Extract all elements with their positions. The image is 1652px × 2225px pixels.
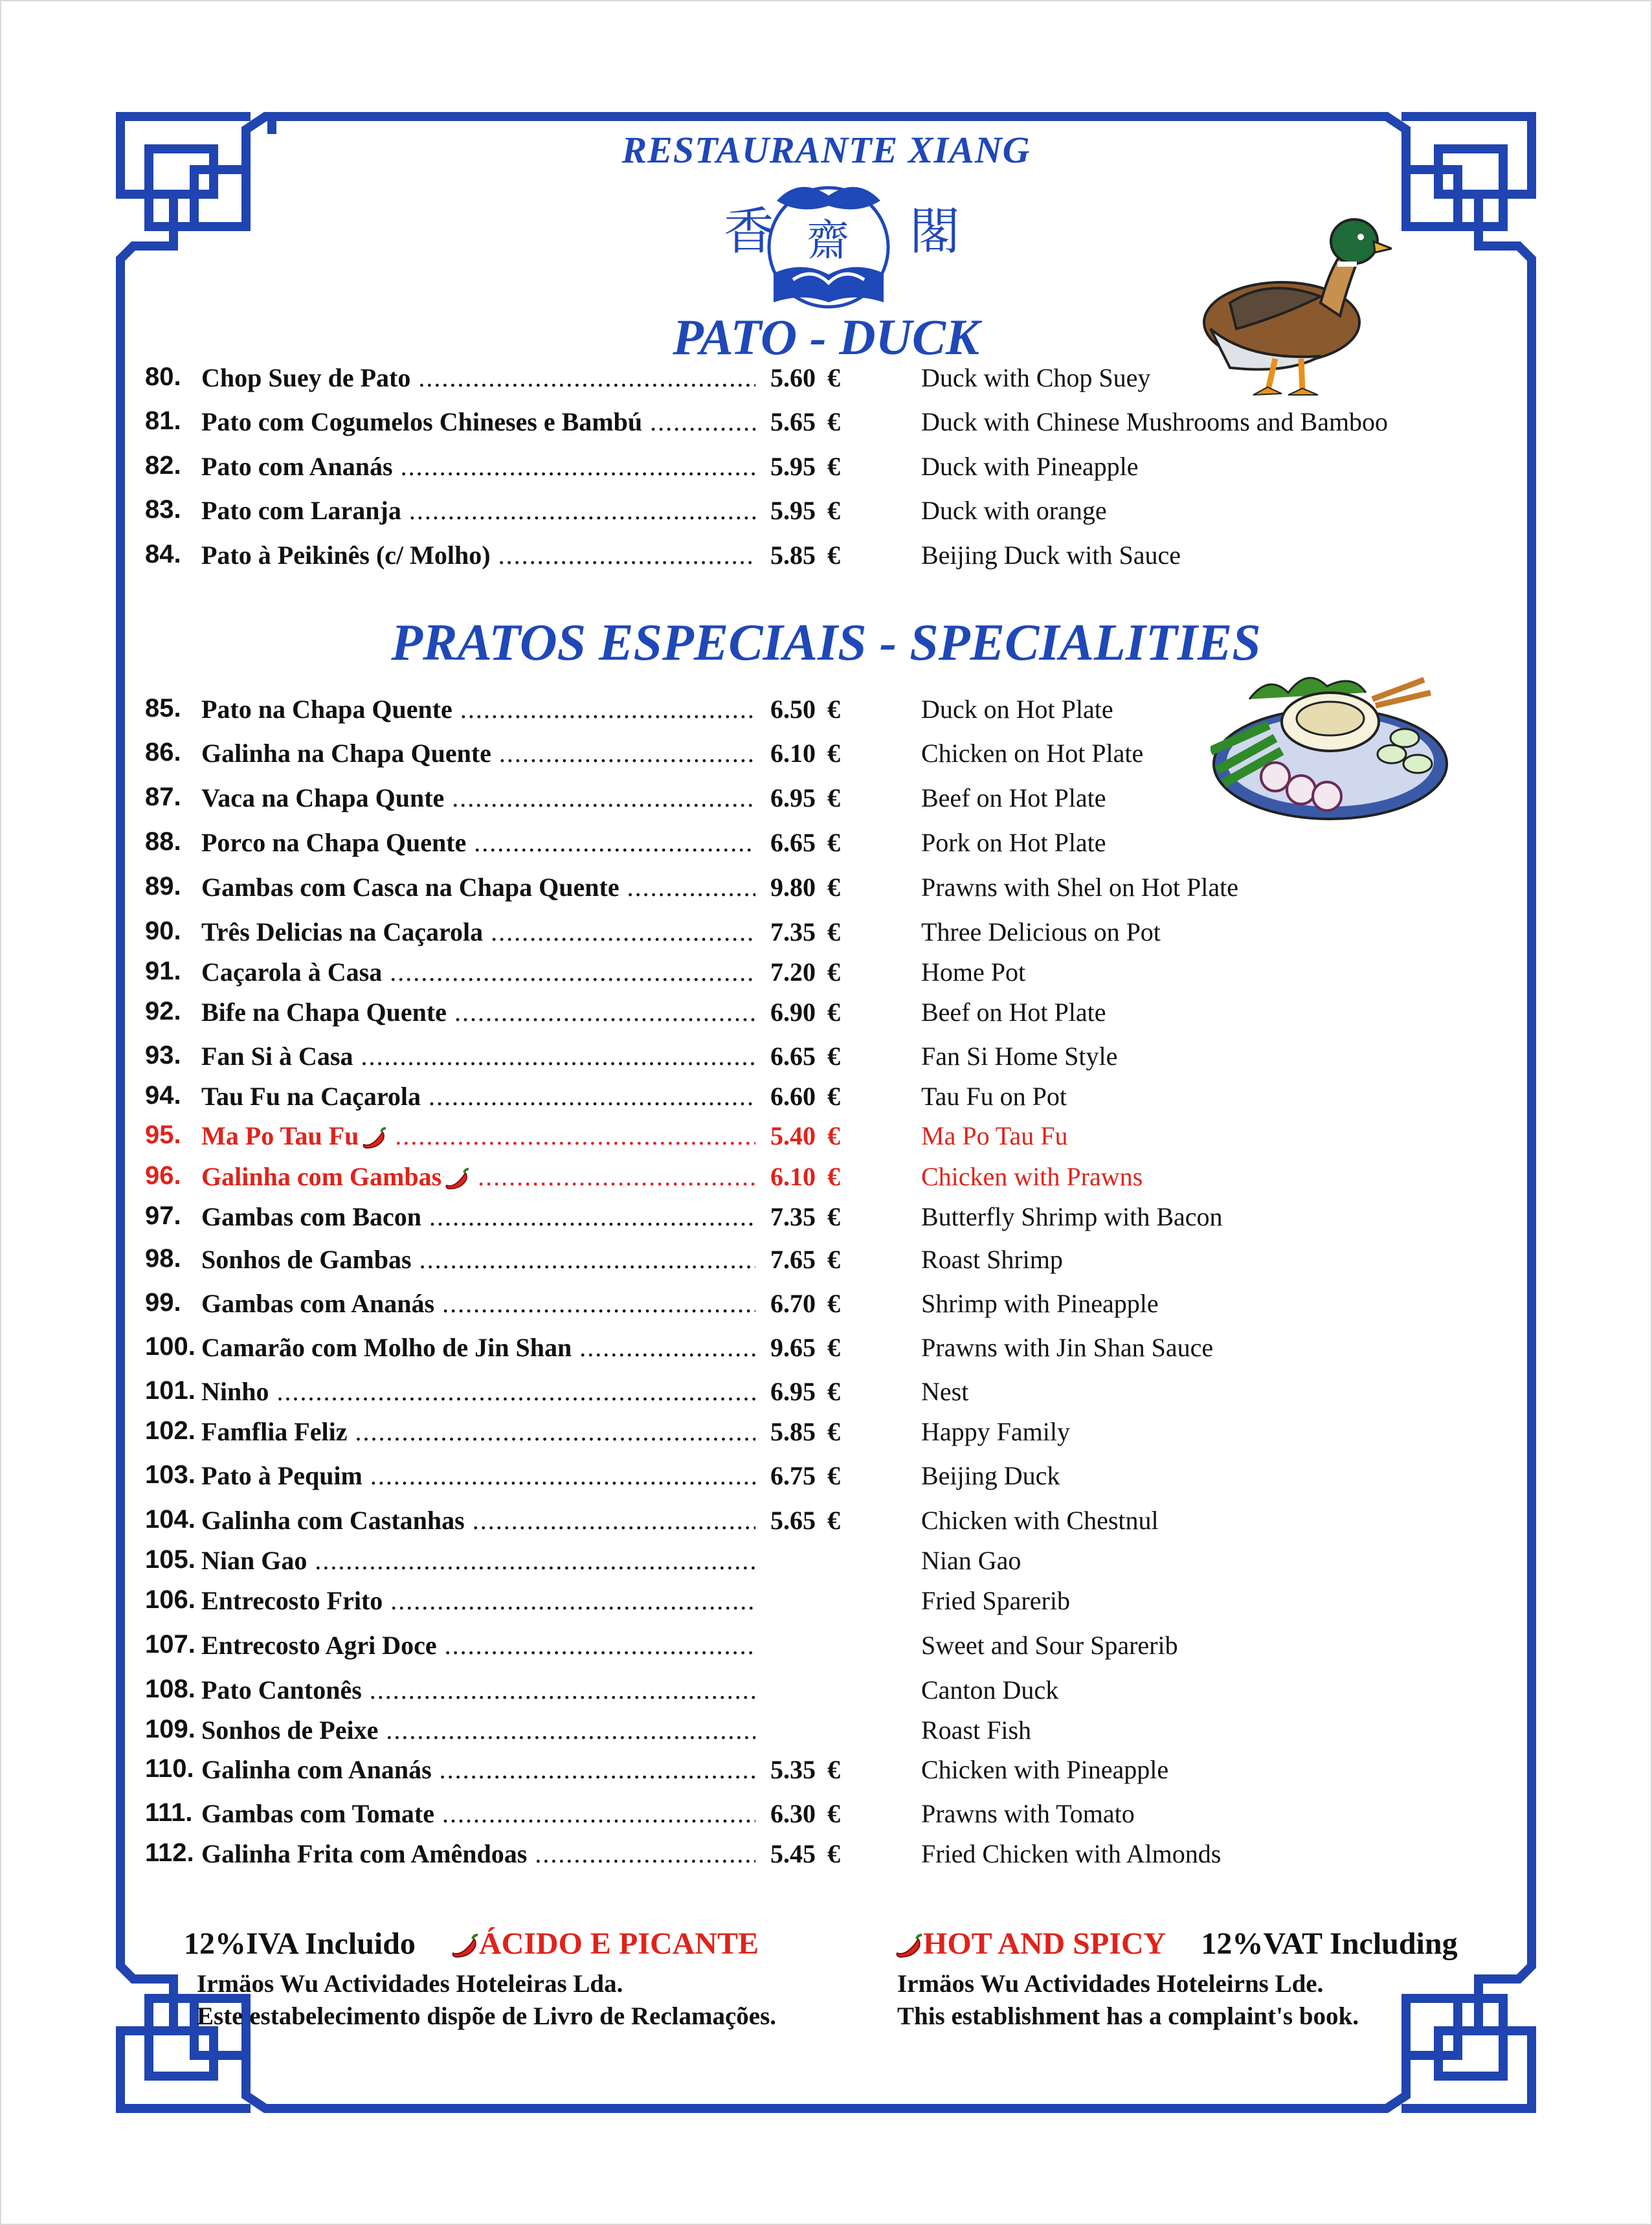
currency-symbol: € [827,1461,840,1490]
item-price: 6.65 [770,828,816,857]
item-name-pt: Sonhos de Peixe ..... [201,1715,755,1745]
menu-item-row [0,540,1652,579]
menu-item-row [0,1202,1652,1240]
item-name-en: Chicken on Hot Plate [921,739,1144,768]
item-name-en: Ma Po Tau Fu [921,1121,1068,1150]
item-name-en: Duck with Chop Suey [921,363,1151,392]
menu-item-row [0,1161,1652,1200]
spicy-label-pt: ÁCIDO E PICANTE [478,1927,759,1961]
item-number: 104. [145,1505,195,1534]
menu-item-row [0,738,1652,777]
logo-char-left: 香 [724,203,775,261]
currency-symbol: € [827,998,840,1027]
item-name-en: Chicken with Chestnul [921,1506,1159,1535]
item-number: 92. [145,997,181,1025]
menu-item-row [0,783,1652,822]
item-name-en: Chicken with Pineapple [921,1755,1169,1784]
currency-symbol: € [827,739,840,768]
item-number: 109. [145,1715,195,1743]
menu-item-row [0,1244,1652,1283]
item-number: 83. [145,495,181,524]
currency-symbol: € [827,452,840,481]
menu-item-row [0,827,1652,866]
menu-item-row [0,1715,1652,1754]
company-name-pt: Irmäos Wu Actividades Hoteleiras Lda. [197,1970,623,1998]
item-name-en: Prawns with Shel on Hot Plate [921,873,1238,902]
currency-symbol: € [827,828,840,857]
item-number: 94. [145,1081,181,1110]
menu-item-row [0,1288,1652,1327]
currency-symbol: € [827,407,840,436]
item-name-en: Beef on Hot Plate [921,998,1106,1027]
currency-symbol: € [827,1377,840,1406]
item-name-en: Duck with Pineapple [921,452,1139,481]
item-name-en: Duck on Hot Plate [921,695,1113,724]
item-name-pt: Caçarola à Casa ..... [201,957,755,987]
item-number: 107. [145,1630,195,1659]
item-name-pt: Galinha com Castanhas ..... [201,1505,755,1536]
item-name-en: Nian Gao [921,1546,1021,1575]
item-number: 103. [145,1460,195,1489]
menu-item-row [0,451,1652,490]
item-name-en: Fan Si Home Style [921,1042,1118,1071]
item-name-pt: Ninho ..... [201,1376,755,1407]
currency-symbol: € [827,783,840,812]
item-name-en: Fried Sparerib [921,1586,1070,1615]
item-name-en: Sweet and Sour Sparerib [921,1631,1178,1660]
item-name-pt: Três Delicias na Caçarola ..... [201,917,755,947]
menu-item-row [0,1798,1652,1837]
item-number: 100. [145,1332,195,1361]
item-name-pt: Pato à Peikinês (c/ Molho) ..... [201,540,755,570]
menu-item-row [0,1332,1652,1371]
currency-symbol: € [827,1333,840,1362]
menu-item-row [0,407,1652,445]
item-price: 5.35 [770,1755,816,1784]
menu-item-row [0,872,1652,911]
item-price: 5.65 [770,407,816,436]
vat-included-en: 12%VAT Including [1201,1927,1458,1961]
currency-symbol: € [827,873,840,902]
item-number: 85. [145,694,181,722]
menu-item-row [0,1376,1652,1415]
item-name-en: Three Delicious on Pot [921,917,1161,946]
item-number: 98. [145,1244,181,1273]
complaint-book-pt: Este estabelecimento dispõe de Livro de Reclamações. [197,2002,777,2030]
footer-left-line [184,1926,759,1962]
item-price: 5.60 [770,363,816,392]
item-price: 7.65 [770,1245,816,1274]
item-name-en: Tau Fu on Pot [921,1082,1067,1111]
item-name-pt: Entrecosto Frito ..... [201,1585,755,1616]
currency-symbol: € [827,1417,840,1446]
item-name-pt: Galinha na Chapa Quente ..... [201,738,755,768]
item-name-pt: Pato com Ananás ..... [201,451,755,482]
item-name-en: Duck with orange [921,496,1107,525]
menu-item-row [0,495,1652,534]
item-price: 7.20 [770,957,816,987]
item-price: 6.60 [770,1082,816,1111]
item-name-en: Prawns with Jin Shan Sauce [921,1333,1214,1362]
item-number: 82. [145,451,181,480]
menu-item-row [0,1416,1652,1455]
item-number: 108. [145,1675,195,1703]
item-number: 102. [145,1416,195,1445]
chili-pepper-icon [451,1934,479,1960]
currency-symbol: € [827,695,840,724]
chili-pepper-icon [895,1934,923,1960]
item-number: 80. [145,363,181,391]
item-name-en: Pork on Hot Plate [921,828,1106,857]
currency-symbol: € [827,1755,840,1784]
item-price: 6.95 [770,1377,816,1406]
item-name-en: Nest [921,1377,969,1406]
item-price: 7.35 [770,917,816,946]
item-number: 90. [145,917,181,945]
currency-symbol: € [827,541,840,570]
footer-right-line [892,1926,1458,1962]
item-number: 101. [145,1376,195,1405]
item-name-pt: Galinha com Gambas ..... [201,1161,755,1192]
item-number: 112. [145,1839,194,1867]
menu-item-row [0,363,1652,401]
currency-symbol: € [827,1839,840,1868]
logo-char-center: 齋 [807,216,849,265]
item-name-pt: Vaca na Chapa Qunte ..... [201,783,755,813]
item-number: 105. [145,1545,195,1574]
item-name-pt: Bife na Chapa Quente ..... [201,997,755,1027]
item-name-pt: Tau Fu na Caçarola ..... [201,1081,755,1112]
item-name-en: Roast Shrimp [921,1245,1063,1274]
item-price: 6.70 [770,1289,816,1318]
item-name-pt: Gambas com Bacon ..... [201,1202,755,1232]
item-price: 9.80 [770,873,816,902]
item-number: 86. [145,738,181,766]
item-name-pt: Entrecosto Agri Doce ..... [201,1630,755,1660]
complaint-book-en: This establishment has a complaint's book. [897,2002,1359,2030]
item-number: 95. [145,1121,181,1149]
item-number: 93. [145,1041,181,1069]
item-number: 91. [145,957,181,985]
item-name-en: Prawns with Tomato [921,1799,1135,1828]
vat-included-pt: 12%IVA Incluido [184,1927,416,1961]
item-name-pt: Gambas com Tomate ..... [201,1798,755,1829]
item-price: 9.65 [770,1333,816,1362]
section-title-duck: PATO - DUCK [673,309,979,365]
currency-symbol: € [827,1162,840,1191]
menu-item-row [0,1505,1652,1544]
item-name-en: Canton Duck [921,1675,1059,1705]
currency-symbol: € [827,1202,840,1231]
item-number: 84. [145,540,181,568]
item-price: 6.65 [770,1042,816,1071]
item-price: 5.85 [770,1417,816,1446]
item-name-en: Roast Fish [921,1716,1032,1745]
item-name-en: Butterfly Shrimp with Bacon [921,1202,1223,1231]
item-price: 5.95 [770,452,816,481]
item-number: 99. [145,1288,181,1317]
currency-symbol: € [827,496,840,525]
item-name-en: Beijing Duck [921,1461,1060,1490]
item-name-pt: Nian Gao ..... [201,1545,755,1576]
item-price: 6.30 [770,1799,816,1828]
menu-item-row [0,1081,1652,1120]
menu-item-row [0,1121,1652,1159]
item-name-en: Fried Chicken with Almonds [921,1839,1222,1868]
menu-item-row [0,1460,1652,1499]
item-price: 7.35 [770,1202,816,1231]
item-name-pt: Sonhos de Gambas ..... [201,1244,755,1275]
menu-item-row [0,1041,1652,1080]
item-name-en: Shrimp with Pineapple [921,1289,1159,1318]
item-name-en: Beef on Hot Plate [921,783,1106,812]
currency-symbol: € [827,917,840,946]
logo-char-right: 閣 [910,203,961,261]
item-name-en: Beijing Duck with Sauce [921,541,1181,570]
currency-symbol: € [827,1799,840,1828]
currency-symbol: € [827,1289,840,1318]
item-number: 96. [145,1161,181,1190]
currency-symbol: € [827,363,840,392]
chili-pepper-icon [361,1127,387,1150]
currency-symbol: € [827,1245,840,1274]
menu-item-row [0,1839,1652,1877]
item-price: 5.95 [770,496,816,525]
menu-item-row [0,957,1652,996]
item-name-pt: Porco na Chapa Quente ..... [201,827,755,858]
item-price: 6.10 [770,739,816,768]
menu-item-row [0,1630,1652,1669]
item-price: 6.90 [770,998,816,1027]
menu-item-row [0,1585,1652,1624]
item-number: 110. [145,1754,194,1783]
item-number: 81. [145,407,181,435]
item-name-pt: Gambas com Casca na Chapa Quente ..... [201,872,755,902]
item-name-pt: Pato à Pequim ..... [201,1460,755,1491]
chili-pepper-icon [444,1168,470,1191]
item-price: 6.50 [770,695,816,724]
spicy-label-en: HOT AND SPICY [923,1927,1165,1961]
item-name-pt: Fan Si à Casa ..... [201,1041,755,1071]
item-name-en: Home Pot [921,957,1026,987]
currency-symbol: € [827,1506,840,1535]
restaurant-name: RESTAURANTE XIANG [621,129,1031,171]
item-number: 97. [145,1202,181,1230]
menu-item-row [0,1675,1652,1714]
item-name-pt: Galinha com Ananás ..... [201,1754,755,1785]
item-name-en: Chicken with Prawns [921,1162,1143,1191]
item-number: 87. [145,783,181,811]
item-price: 5.45 [770,1839,816,1868]
item-name-pt: Pato Cantonês ..... [201,1675,755,1705]
item-number: 89. [145,872,181,900]
item-price: 5.40 [770,1121,816,1150]
item-name-pt: Pato na Chapa Quente ..... [201,694,755,724]
menu-item-row [0,917,1652,956]
item-name-pt: Pato com Cogumelos Chineses e Bambú ..... [201,407,755,437]
item-name-pt: Ma Po Tau Fu ..... [201,1121,755,1151]
item-name-pt: Galinha Frita com Amêndoas ..... [201,1839,755,1869]
currency-symbol: € [827,1042,840,1071]
item-number: 106. [145,1585,195,1614]
item-price: 6.95 [770,783,816,812]
item-price: 5.65 [770,1506,816,1535]
item-name-en: Happy Family [921,1417,1070,1446]
company-name-en: Irmäos Wu Actividades Hoteleirns Lde. [897,1970,1324,1998]
item-number: 88. [145,827,181,856]
item-number: 111. [145,1798,193,1827]
item-price: 6.75 [770,1461,816,1490]
item-name-pt: Camarão com Molho de Jin Shan ..... [201,1332,755,1363]
item-name-pt: Pato com Laranja ..... [201,495,755,526]
menu-item-row [0,694,1652,733]
currency-symbol: € [827,957,840,987]
item-name-pt: Famflia Feliz ..... [201,1416,755,1447]
menu-item-row [0,1754,1652,1793]
menu-item-row [0,997,1652,1036]
item-price: 6.10 [770,1162,816,1191]
section-title-specialities: PRATOS ESPECIAIS - SPECIALITIES [391,614,1261,671]
currency-symbol: € [827,1121,840,1150]
currency-symbol: € [827,1082,840,1111]
item-name-en: Duck with Chinese Mushrooms and Bamboo [921,407,1389,436]
restaurant-logo [686,170,971,319]
item-name-pt: Gambas com Ananás ..... [201,1288,755,1319]
menu-item-row [0,1545,1652,1584]
item-price: 5.85 [770,541,816,570]
item-name-pt: Chop Suey de Pato ..... [201,363,755,393]
